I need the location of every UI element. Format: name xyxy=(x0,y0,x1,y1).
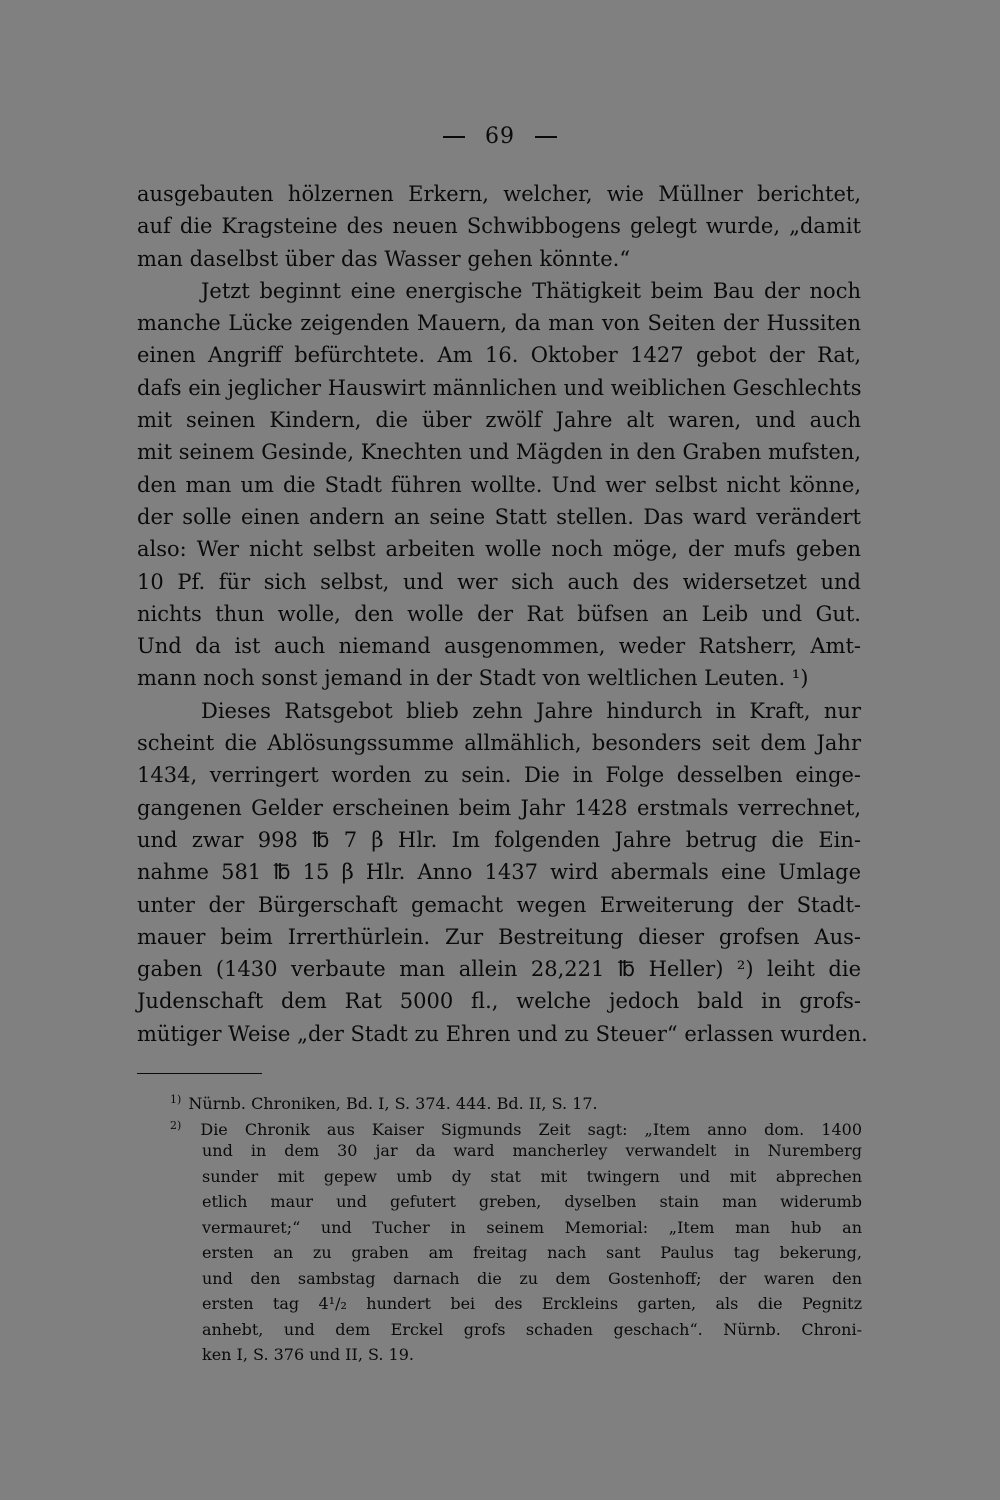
footnote-line xyxy=(170,1113,862,1139)
text-line: scheint die Ablösungssumme allmählich, besonders seit dem Jahr xyxy=(137,731,861,756)
text-line: ausgebauten hölzernen Erkern, welcher, wie Müllner berichtet, xyxy=(137,182,861,206)
paragraph xyxy=(137,178,861,275)
footnotes xyxy=(170,1087,862,1368)
paragraph xyxy=(137,275,861,695)
footnote-line: vermauret;“ und Tucher in seinem Memorial: „Item man hub an xyxy=(202,1217,862,1237)
text-line: auf die Kragsteine des neuen Schwibbogens gelegt wurde, „damit xyxy=(137,214,861,239)
footnote-line: anhebt, und dem Erckel grofs schaden geschach“. Nürnb. Chroni- xyxy=(202,1319,862,1339)
text-line: Jetzt beginnt eine energische Thätigkeit beim Bau der noch xyxy=(201,278,861,303)
footnote-text: Nürnb. Chroniken, Bd. I, S. 374. 444. Bd. II, S. 17. xyxy=(188,1094,598,1113)
text-line: man daselbst über das Wasser gehen könnte.“ xyxy=(137,246,631,271)
text-line: dafs ein jeglicher Hauswirt männlichen und weiblichen Geschlechts xyxy=(137,375,862,400)
page-number-value: 69 xyxy=(485,124,515,149)
footnote-line: etlich maur und gefutert greben, dyselben stain man widerumb xyxy=(202,1192,862,1211)
footnote-divider xyxy=(137,1073,262,1074)
footnote-line: und den sambstag darnach die zu dem Gostenhoff; der waren den xyxy=(202,1268,862,1288)
text-line: gangenen Gelder erscheinen beim Jahr 1428 erstmals verrechnet, xyxy=(137,795,861,820)
footnote-line xyxy=(170,1087,862,1113)
text-line: 10 Pf. für sich selbst, und wer sich auch des widersetzet und xyxy=(137,569,861,594)
text-line: also: Wer nicht selbst arbeiten wolle noch möge, der mufs geben xyxy=(137,537,861,562)
right-dash xyxy=(535,136,557,138)
footnote-line: sunder mit gepew umb dy stat mit twingern und mit abprechen xyxy=(202,1166,862,1186)
text-line: Und da ist auch niemand ausgenommen, weder Ratsherr, Amt- xyxy=(137,634,861,659)
text-line: mit seinen Kindern, die über zwölf Jahre alt waren, und auch xyxy=(137,408,861,433)
footnote-line: ersten an zu graben am freitag nach sant Paulus tag bekerung, xyxy=(202,1243,862,1262)
page-number xyxy=(0,124,1000,149)
footnote-line: und in dem 30 jar da ward mancherley verwandelt in Nuremberg xyxy=(202,1141,862,1160)
footnote-line: ersten tag 4¹/₂ hundert bei des Erckleins garten, als die Pegnitz xyxy=(202,1294,862,1313)
text-line: 1434, verringert worden zu sein. Die in Folge desselben einge- xyxy=(137,763,861,788)
text-line: den man um die Stadt führen wollte. Und wer selbst nicht könne, xyxy=(137,472,861,497)
text-line: Dieses Ratsgebot blieb zehn Jahre hindurch in Kraft, nur xyxy=(201,698,861,723)
footnote-text: Die Chronik aus Kaiser Sigmunds Zeit sagt: „Item anno dom. 1400 xyxy=(200,1119,862,1139)
text-line: manche Lücke zeigenden Mauern, da man von Seiten der Hussiten xyxy=(137,311,861,336)
footnote xyxy=(170,1113,862,1368)
footnote-line: ken I, S. 376 und II, S. 19. xyxy=(202,1345,414,1364)
text-line: Judenschaft dem Rat 5000 fl., welche jedoch bald in grofs- xyxy=(137,989,861,1014)
text-line: gaben (1430 verbaute man allein 28,221 ℔ Heller) ²) leiht die xyxy=(137,957,861,982)
text-line: unter der Bürgerschaft gemacht wegen Erweiterung der Stadt- xyxy=(137,892,861,917)
text-line: mit seinem Gesinde, Knechten und Mägden in den Graben mufsten, xyxy=(137,440,861,465)
text-line: mann noch sonst jemand in der Stadt von weltlichen Leuten. ¹) xyxy=(137,666,809,691)
text-line: einen Angriff befürchtete. Am 16. Oktober 1427 gebot der Rat, xyxy=(137,343,861,368)
left-dash xyxy=(443,136,465,138)
text-line: nichts thun wolle, den wolle der Rat büfsen an Leib und Gut. xyxy=(137,601,861,626)
text-line: mütiger Weise „der Stadt zu Ehren und zu Steuer“ erlassen wurden. xyxy=(137,1021,868,1046)
footnote-marker: 1) xyxy=(170,1093,182,1106)
body-text xyxy=(137,178,868,1050)
footnote-marker: 2) xyxy=(170,1118,182,1132)
paragraph xyxy=(137,695,868,1050)
footnote xyxy=(170,1087,862,1113)
text-line: der solle einen andern an seine Statt stellen. Das ward verändert xyxy=(137,504,861,529)
text-line: und zwar 998 ℔ 7 β Hlr. Im folgenden Jahre betrug die Ein- xyxy=(137,827,861,852)
text-line: nahme 581 ℔ 15 β Hlr. Anno 1437 wird abermals eine Umlage xyxy=(137,860,861,885)
text-line: mauer beim Irrerthürlein. Zur Bestreitung dieser grofsen Aus- xyxy=(137,924,861,949)
